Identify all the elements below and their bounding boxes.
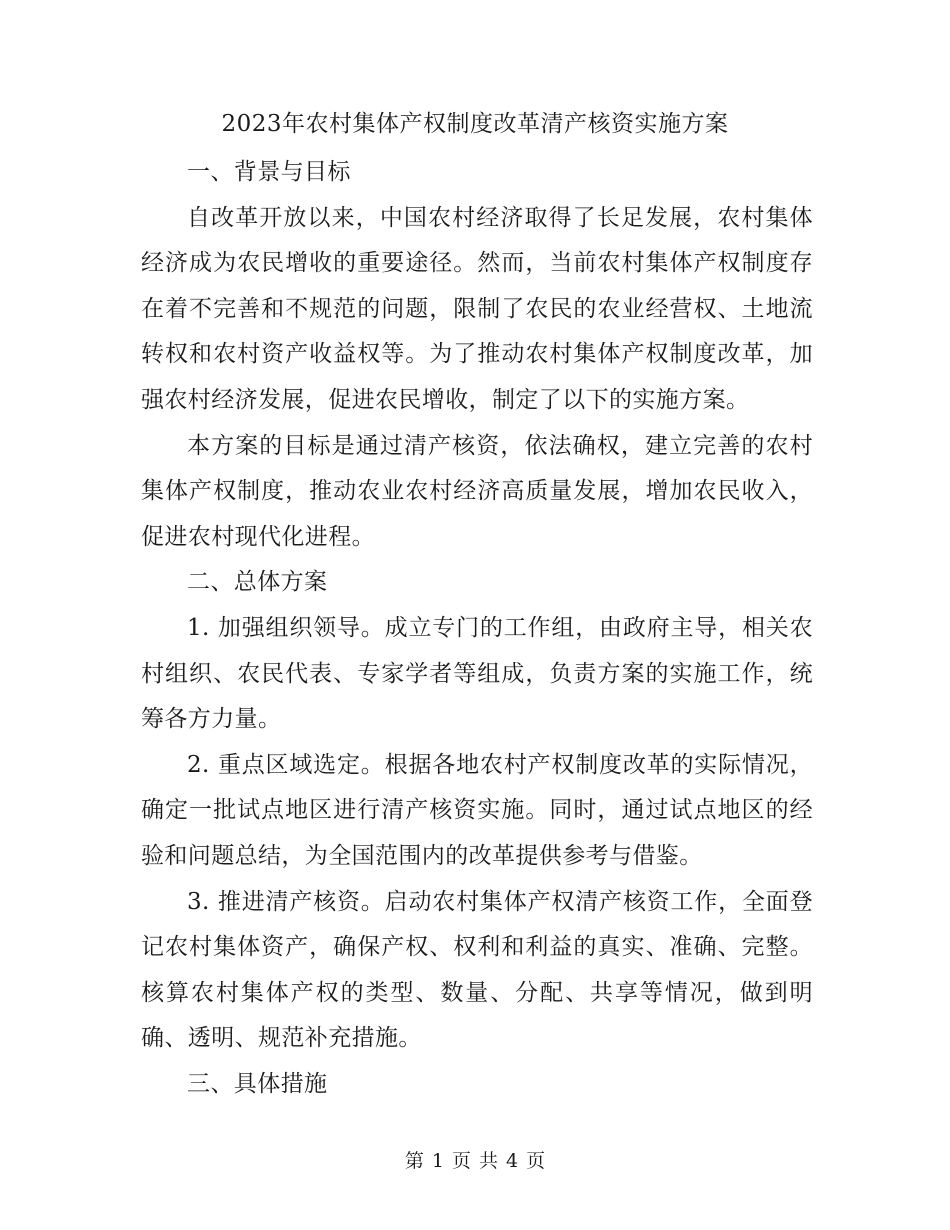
page-number-footer: 第 1 页 共 4 页 (404, 1150, 546, 1172)
paragraph-background: 自改革开放以来，中国农村经济取得了长足发展，农村集体经济成为农民增收的重要途径。然而，当前农村集体产权制度存在着不完善和不规范的问题，限制了农民的农业经营权、土地流转权和农村资产收益权等。为了推动农村集体产权制度改革，加强农村经济发展，促进农民增收，制定了以下的实施方案。 (141, 204, 813, 413)
section-heading-measures: 三、具体措施 (187, 1070, 328, 1097)
paragraph-item-3: 3. 推进清产核资。启动农村集体产权清产核资工作，全面登记农村集体资产，确保产权、权利和利益的真实、准确、完整。核算农村集体产权的类型、数量、分配、共享等情况，做到明确、透明、规范补充措施。 (141, 888, 813, 1052)
section-heading-overall-plan: 二、总体方案 (187, 569, 328, 596)
paragraph-item-1: 1. 加强组织领导。成立专门的工作组，由政府主导，相关农村组织、农民代表、专家学者等组成，负责方案的实施工作，统筹各方力量。 (141, 614, 813, 733)
document-body (141, 150, 813, 1107)
paragraph-goal: 本方案的目标是通过清产核资，依法确权，建立完善的农村集体产权制度，推动农业农村经济高质量发展，增加农民收入，促进农村现代化进程。 (141, 432, 813, 550)
section-heading-background: 一、背景与目标 (187, 159, 351, 185)
document-title: 2023年农村集体产权制度改革清产核资实施方案 (221, 111, 729, 137)
paragraph-item-2: 2. 重点区域选定。根据各地农村产权制度改革的实际情况，确定一批试点地区进行清产核资实施。同时，通过试点地区的经验和问题总结，为全国范围内的改革提供参考与借鉴。 (141, 751, 813, 869)
